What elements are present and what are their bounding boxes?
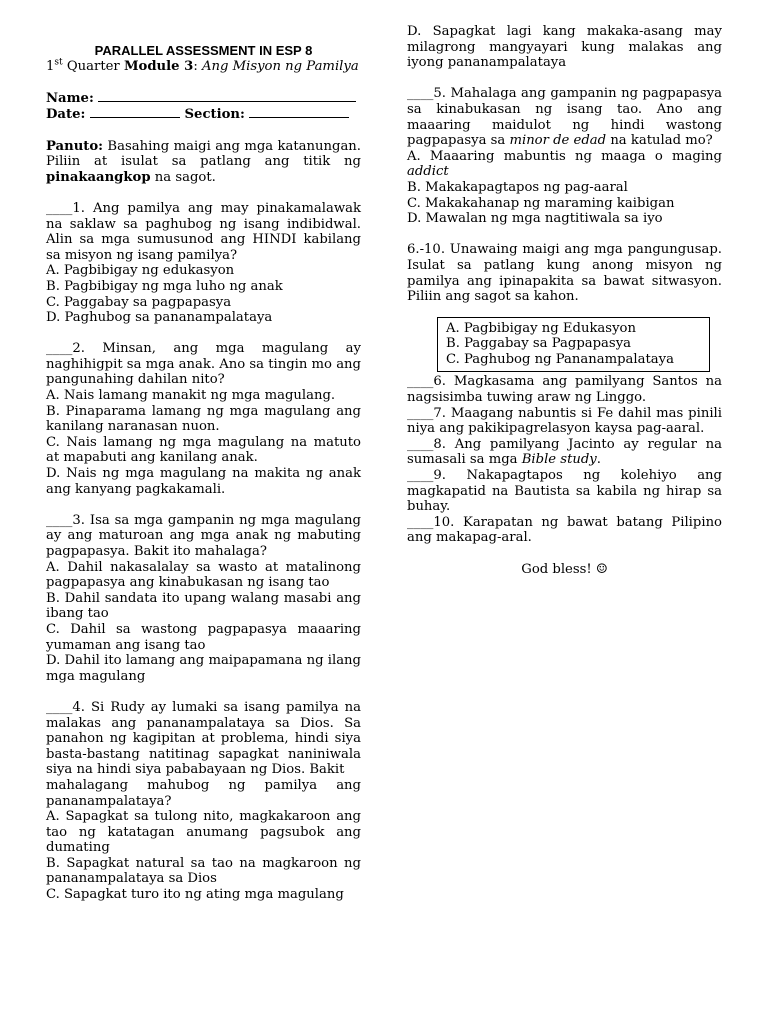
- option: B. Sapagkat natural sa tao na magkaroon ng pananampalataya sa Dios: [46, 855, 361, 887]
- option: B. Pinaparama lamang ng mga magulang ang kanilang naranasan nuon.: [46, 403, 361, 435]
- question-3: [46, 513, 361, 685]
- item-9: ____9. Nakapagtapos ng kolehiyo ang magkapatid na Bautista sa kabila ng hirap sa buhay.: [407, 468, 722, 515]
- option: C. Makakahanap ng maraming kaibigan: [407, 195, 675, 211]
- option: D. Sapagkat lagi kang makaka-asang may milagrong mangyayari kung malakas ang iyong pananampalataya: [407, 24, 722, 71]
- option: A. Nais lamang manakit ng mga magulang.: [46, 388, 336, 404]
- right-column: [407, 24, 722, 577]
- option: C. Dahil sa wastong pagpapasya maaaring yumaman ang isang tao: [46, 621, 361, 653]
- question-stem: ____3. Isa sa mga gampanin ng mga magulang ay ang maturoan ang mga anak ng mabuting pagpapasya. Bakit ito mahalaga?: [46, 512, 361, 559]
- option: C. Sapagkat turo ito ng ating mga magulang: [46, 887, 344, 903]
- choice: B. Paggabay sa Pagpapasya: [446, 336, 632, 352]
- option: B. Makakapagtapos ng pag-aaral: [407, 179, 628, 195]
- instructions: Panuto: Basahing maigi ang mga katanungan. Piliin at isulat sa patlang ang titik ng pinakaangkop na sagot.: [46, 138, 361, 185]
- module-title: Ang Misyon ng Pamilya: [201, 58, 359, 74]
- question-4: [46, 700, 361, 903]
- date-section-line: Date: Section:: [46, 106, 361, 123]
- question-5: [407, 86, 722, 226]
- option: A. Sapagkat sa tulong nito, magkakaroon ang tao ng katatagan anumang pagsubok ang dumating: [46, 809, 361, 856]
- option: D. Paghubog sa pananampalataya: [46, 310, 273, 326]
- date-field[interactable]: [90, 106, 180, 118]
- question-stem: ____2. Minsan, ang mga magulang ay naghihigpit sa mga anak. Ano sa tingin mo ang pangunahing dahilan nito?: [46, 341, 361, 388]
- item-10: ____10. Karapatan ng bawat batang Pilipino ang makapag-aral.: [407, 514, 722, 546]
- question-stem: ____5. Mahalaga ang gampanin ng pagpapasya sa kinabukasan ng isang tao. Ano ang maaaring maidulot ng hindi wastong pagpapasya sa minor de edad na katulad mo?: [407, 86, 722, 149]
- question-2: [46, 341, 361, 497]
- left-column: [46, 24, 361, 903]
- option: B. Dahil sandata ito upang walang masabi ang ibang tao: [46, 590, 361, 622]
- name-field[interactable]: [98, 90, 356, 102]
- choices-box: [437, 317, 710, 373]
- option: A. Dahil nakasalalay sa wasto at matalinong pagpapasya ang kinabukasan ng isang tao: [46, 559, 361, 591]
- option: C. Nais lamang ng mga magulang na matuto at mapabuti ang kanilang anak.: [46, 434, 361, 466]
- option: B. Pagbibigay ng mga luho ng anak: [46, 278, 283, 294]
- option: D. Dahil ito lamang ang maipapamana ng ilang mga magulang: [46, 653, 361, 684]
- closing-message: God bless! ☺: [521, 561, 608, 577]
- item-7: ____7. Maagang nabuntis si Fe dahil mas pinili niya ang pakikipagrelasyon kaysa pag-aaral.: [407, 405, 722, 437]
- module-line: 1st Quarter Module 3: Ang Misyon ng Pamilya: [46, 57, 359, 74]
- question-stem: ____4. Si Rudy ay lumaki sa isang pamilya na malakas ang pananampalataya sa Dios. Sa panahon ng kagipitan at problema, hindi siya basta-bastang natitinag sapagkat naniniwala siya na hindi siya pababayaan ng Dios. Bakit: [46, 699, 361, 778]
- item-8: ____8. Ang pamilyang Jacinto ay regular na sumasali sa mga Bible study.: [407, 436, 722, 468]
- name-line: Name:: [46, 90, 361, 107]
- module-label: Module 3: [123, 58, 194, 74]
- option: D. Nais ng mga magulang na makita ng anak ang kanyang pagkakamali.: [46, 466, 361, 497]
- choice: C. Paghubog ng Pananampalataya: [446, 351, 674, 367]
- section-instructions: 6.-10. Unawaing maigi ang mga pangungusap. Isulat sa patlang kung anong misyon ng pamilya ang ipinapakita sa bawat sitwasyon. Piliin ang sagot sa kahon.: [407, 242, 722, 305]
- item-6: ____6. Magkasama ang pamilyang Santos na nagsisimba tuwing araw ng Linggo.: [407, 374, 722, 406]
- option: A. Maaaring mabuntis ng maaga o maging addict: [407, 148, 722, 180]
- choice: A. Pagbibigay ng Edukasyon: [446, 320, 636, 336]
- document-title: PARALLEL ASSESSMENT IN ESP 8: [94, 43, 313, 58]
- question-stem: ____1. Ang pamilya ang may pinakamalawak na saklaw sa paghubog ng isang indibidwal. Alin sa mga sumusunod ang HINDI kabilang sa misyon ng isang pamilya?: [46, 200, 361, 263]
- option: D. Mawalan ng mga nagtitiwala sa iyo: [407, 211, 663, 227]
- option: A. Pagbibigay ng edukasyon: [46, 263, 235, 279]
- question-1: [46, 201, 361, 326]
- option: C. Paggabay sa pagpapasya: [46, 294, 232, 310]
- question-stem-continued: mahalagang mahubog ng pamilya ang pananampalataya?: [46, 777, 361, 809]
- section-field[interactable]: [249, 106, 349, 118]
